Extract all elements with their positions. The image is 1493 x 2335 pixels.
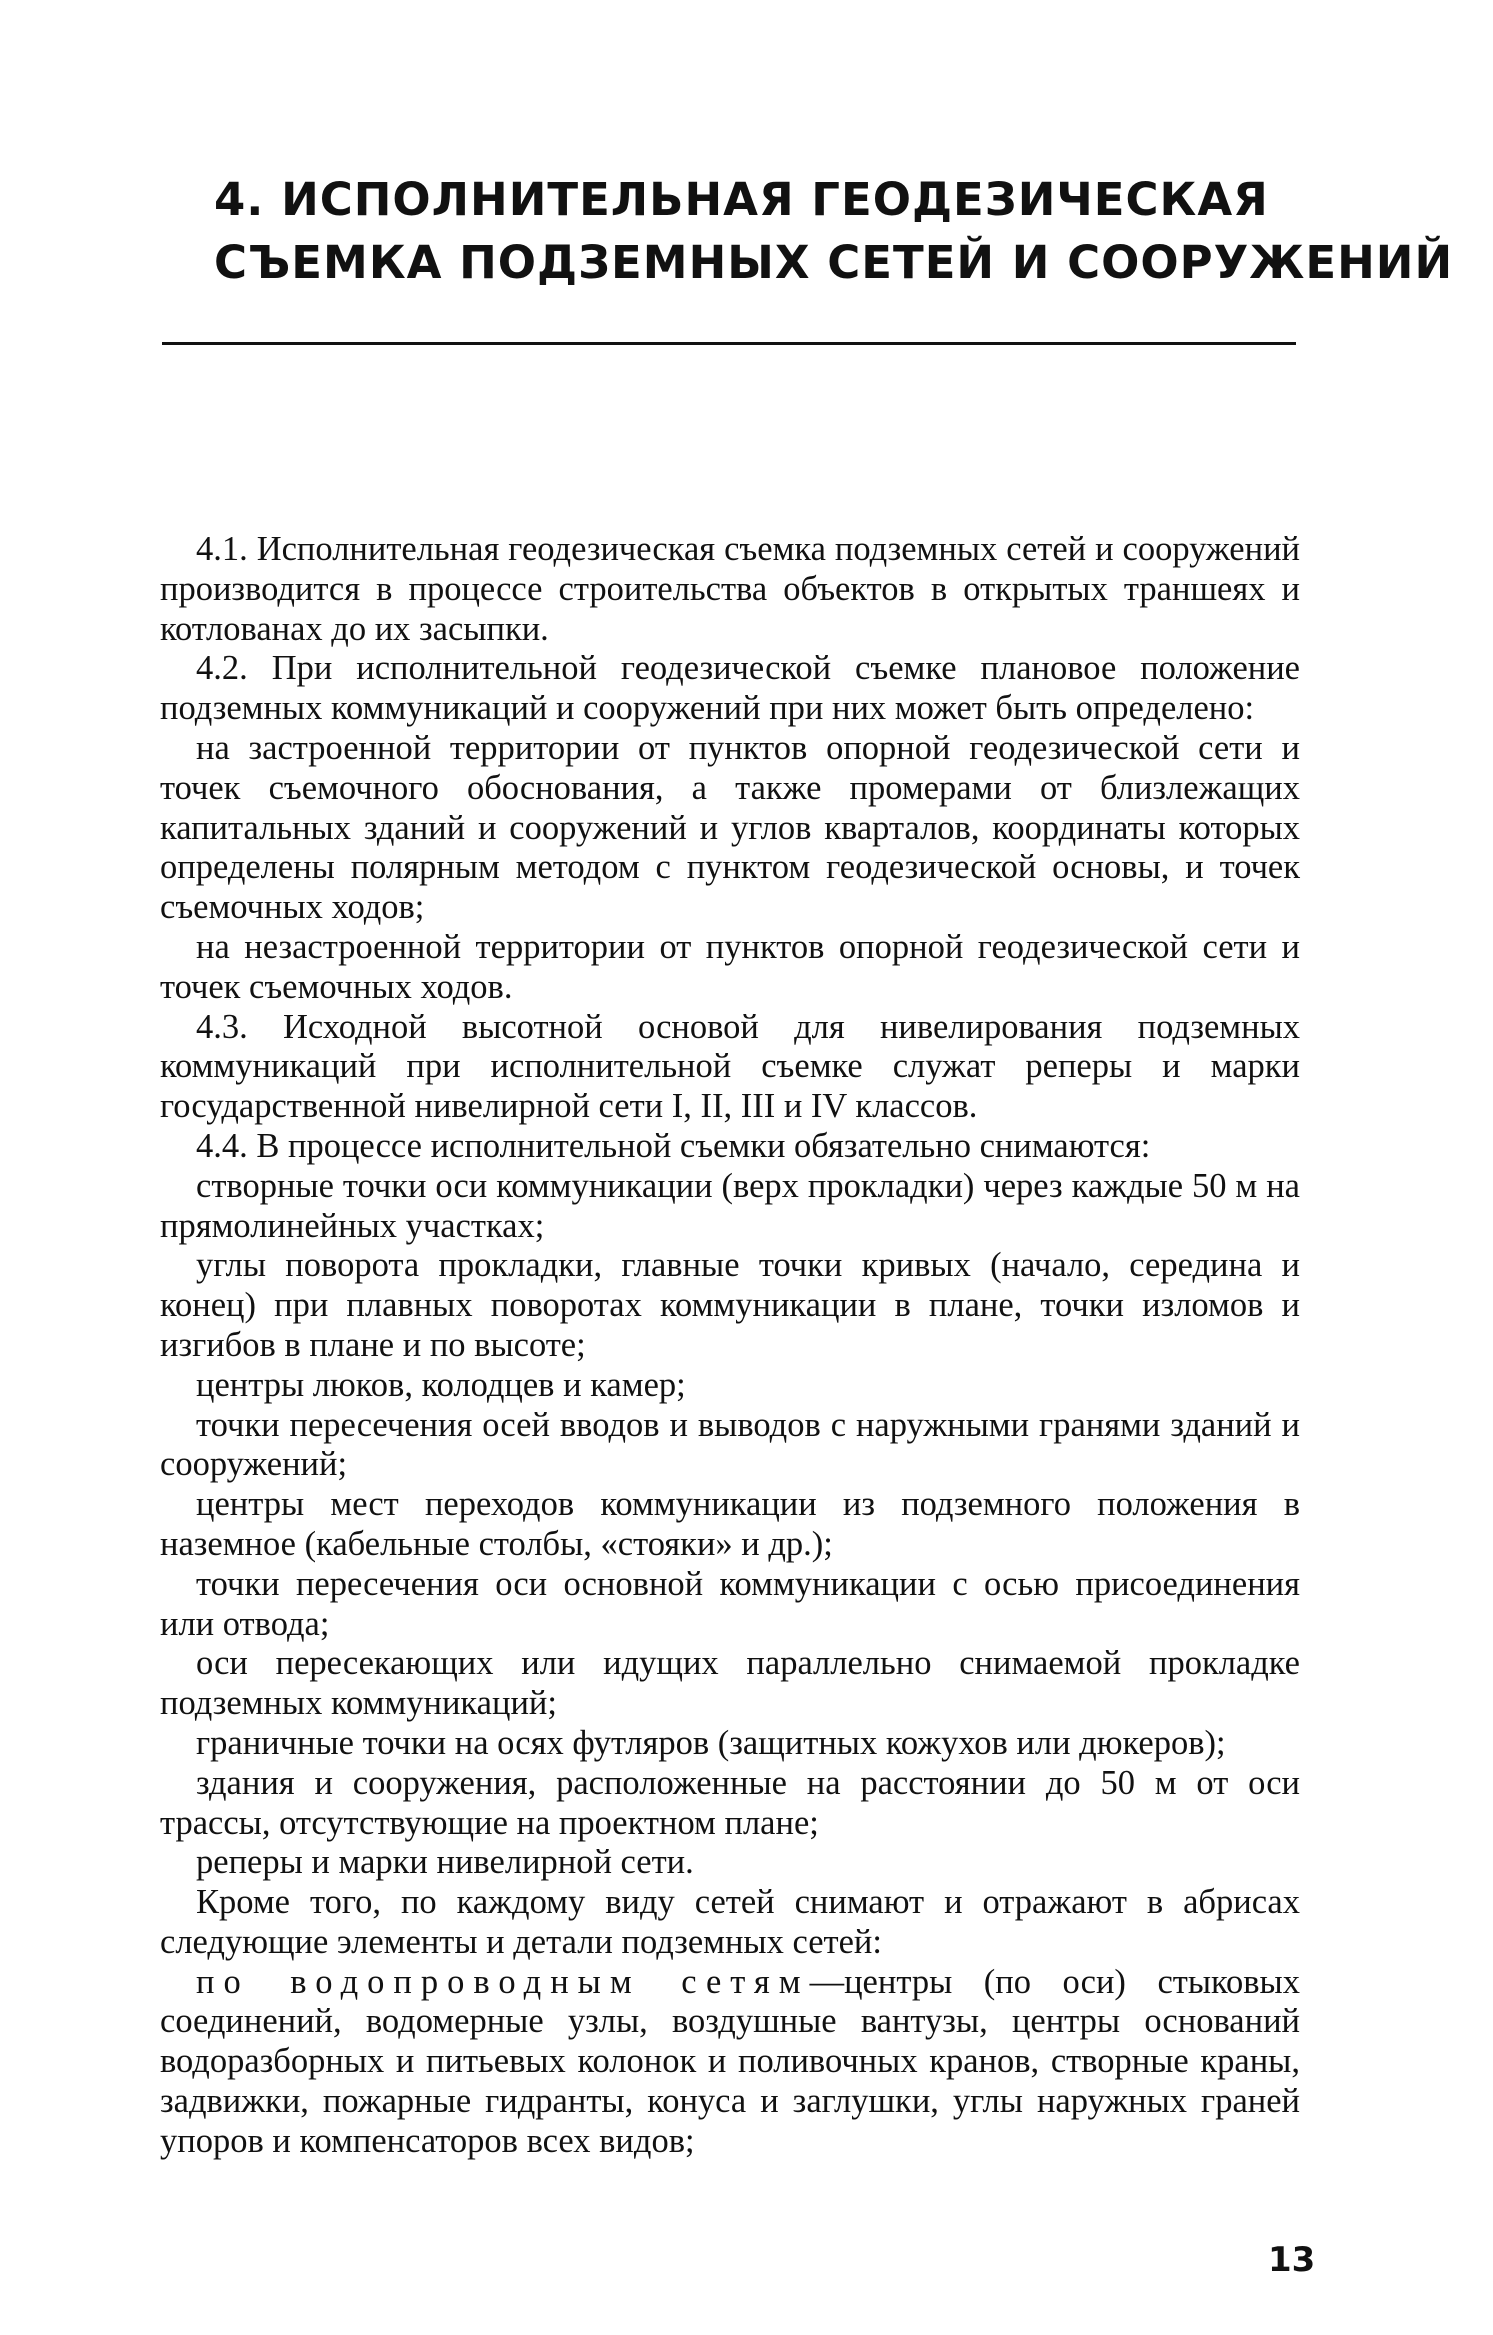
paragraph-4-2: 4.2. При исполнительной геодезической съемке плановое положение подземных коммуникаций и сооружений при них может быть определено: bbox=[160, 649, 1300, 728]
list-item: точки пересечения оси основной коммуникации с осью присоединения или отвода; bbox=[160, 1564, 1300, 1643]
list-item: здания и сооружения, расположенные на расстоянии до 50 м от оси трассы, отсутствующие на проектном плане; bbox=[160, 1763, 1300, 1842]
paragraph-4-3: 4.3. Исходной высотной основой для нивелирования подземных коммуникаций при исполнительной съемке служат реперы и марки государственной нивелирной сети I, II, III и IV классов. bbox=[160, 1007, 1300, 1126]
paragraph-4-4: 4.4. В процессе исполнительной съемки обязательно снимаются: bbox=[196, 1126, 1151, 1165]
section-title bbox=[214, 168, 1454, 294]
paragraph-4-1: 4.1. Исполнительная геодезическая съемка подземных сетей и сооружений производится в процессе строительства объектов в открытых траншеях и котлованах до их засыпки. bbox=[160, 530, 1300, 648]
list-item: центры мест переходов коммуникации из подземного положения в наземное (кабельные столбы, «стояки» и др.); bbox=[160, 1485, 1300, 1563]
list-item: оси пересекающих или идущих параллельно снимаемой прокладке подземных коммуникаций; bbox=[160, 1644, 1300, 1723]
list-item: центры люков, колодцев и камер; bbox=[196, 1365, 686, 1404]
paragraph-4-2-built-up: на застроенной территории от пунктов опорной геодезической сети и точек съемочного обоснования, а также промерами от близлежащих капитальных зданий и сооружений и углов кварталов, координаты которых определены полярным методом с пунктом геодезической основы, и точек съемочных ходов; bbox=[160, 728, 1300, 927]
section-title-line-1: 4. ИСПОЛНИТЕЛЬНАЯ ГЕОДЕЗИЧЕСКАЯ bbox=[214, 173, 1269, 226]
page-number: 13 bbox=[1268, 2240, 1316, 2280]
water-networks-label: по водопроводным сетям bbox=[196, 1962, 810, 2001]
body-text bbox=[160, 530, 1300, 2162]
paragraph-4-2-undeveloped: на незастроенной территории от пунктов опорной геодезической сети и точек съемочных ходов. bbox=[160, 927, 1300, 1006]
list-item: створные точки оси коммуникации (верх прокладки) через каждые 50 м на прямолинейных участках; bbox=[160, 1166, 1300, 1245]
paragraph-additional-elements: Кроме того, по каждому виду сетей снимают и отражают в абрисах следующие элементы и детали подземных сетей: bbox=[160, 1883, 1300, 1961]
section-title-line-2: СЪЕМКА ПОДЗЕМНЫХ СЕТЕЙ И СООРУЖЕНИЙ bbox=[214, 236, 1454, 289]
list-item: граничные точки на осях футляров (защитных кожухов или дюкеров); bbox=[196, 1723, 1226, 1762]
list-item: углы поворота прокладки, главные точки кривых (начало, середина и конец) при плавных поворотах коммуникации в плане, точки изломов и изгибов в плане и по высоте; bbox=[160, 1246, 1300, 1364]
list-item: точки пересечения осей вводов и выводов с наружными гранями зданий и сооружений; bbox=[160, 1405, 1300, 1484]
list-item: реперы и марки нивелирной сети. bbox=[196, 1843, 694, 1882]
title-divider bbox=[162, 342, 1296, 345]
water-networks-text: —центры (по оси) стыковых соединений, водомерные узлы, воздушные вантузы, центры оснований водоразборных и питьевых колонок и поливочных кранов, створные краны, задвижки, пожарные гидранты, конуса и заглушки, углы наружных граней упоров и компенсаторов всех видов; bbox=[160, 1962, 1300, 2160]
paragraph-water-networks bbox=[160, 1963, 1300, 2162]
